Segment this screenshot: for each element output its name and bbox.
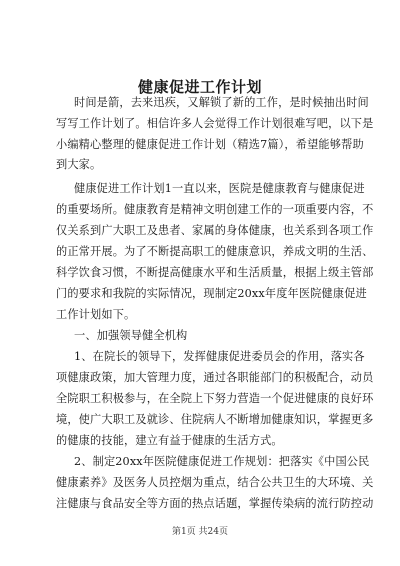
text-line: 项健康政策，加大管理力度，通过各职能部门的积极配合，动员: [56, 371, 374, 384]
text-line: 2、制定20xx年医院健康促进工作规划：把落实《中国公民: [74, 455, 370, 468]
text-line: 注健康与食品安全等方面的热点话题，掌握传染病的流行防控动: [56, 497, 374, 510]
document-title: 健康促进工作计划: [137, 78, 262, 96]
section-heading: 一、加强领导健全机构: [74, 329, 188, 342]
text-line: 健康促进工作计划1一直以来，医院是健康教育与健康促进: [74, 182, 365, 195]
page-footer: 第1页 共24页: [171, 527, 229, 537]
text-line: 境，使广大职工及就诊、住院病人不断增加健康知识，掌握更多: [56, 413, 374, 426]
text-line: 的重要场所。健康教育是精神文明创建工作的一项重要内容，不: [56, 203, 374, 216]
text-line: 写写工作计划了。相信许多人会觉得工作计划很难写吧，以下是: [56, 117, 374, 130]
text-line: 的健康的技能，建立有益于健康的生活方式。: [56, 434, 283, 447]
text-line: 1、在院长的领导下，发挥健康促进委员会的作用，落实各: [74, 350, 365, 363]
text-line: 健康素养》及医务人员控烟为重点，结合公共卫生的大环境、关: [56, 476, 374, 489]
text-line: 门的要求和我院的实际情况，现制定20xx年度年医院健康促进: [56, 287, 367, 300]
text-line: 工作计划如下。: [56, 308, 136, 321]
text-line: 时间是箭，去来迅疾，又解锁了新的工作，是时候抽出时间: [74, 96, 369, 109]
text-line: 全院职工积极参与，在全院上下努力营造一个促进健康的良好环: [56, 392, 374, 405]
text-line: 到大家。: [56, 158, 102, 171]
text-line: 仅关系到广大职工及患者、家属的身体健康，也关系到各项工作: [56, 224, 374, 237]
text-line: 小编精心整理的健康促进工作计划（精选7篇），希望能够帮助: [56, 138, 364, 151]
text-line: 科学饮食习惯，不断提高健康水平和生活质量，根据上级主管部: [56, 266, 374, 279]
text-line: 的正常开展。为了不断提高职工的健康意识，养成文明的生活、: [56, 245, 374, 258]
